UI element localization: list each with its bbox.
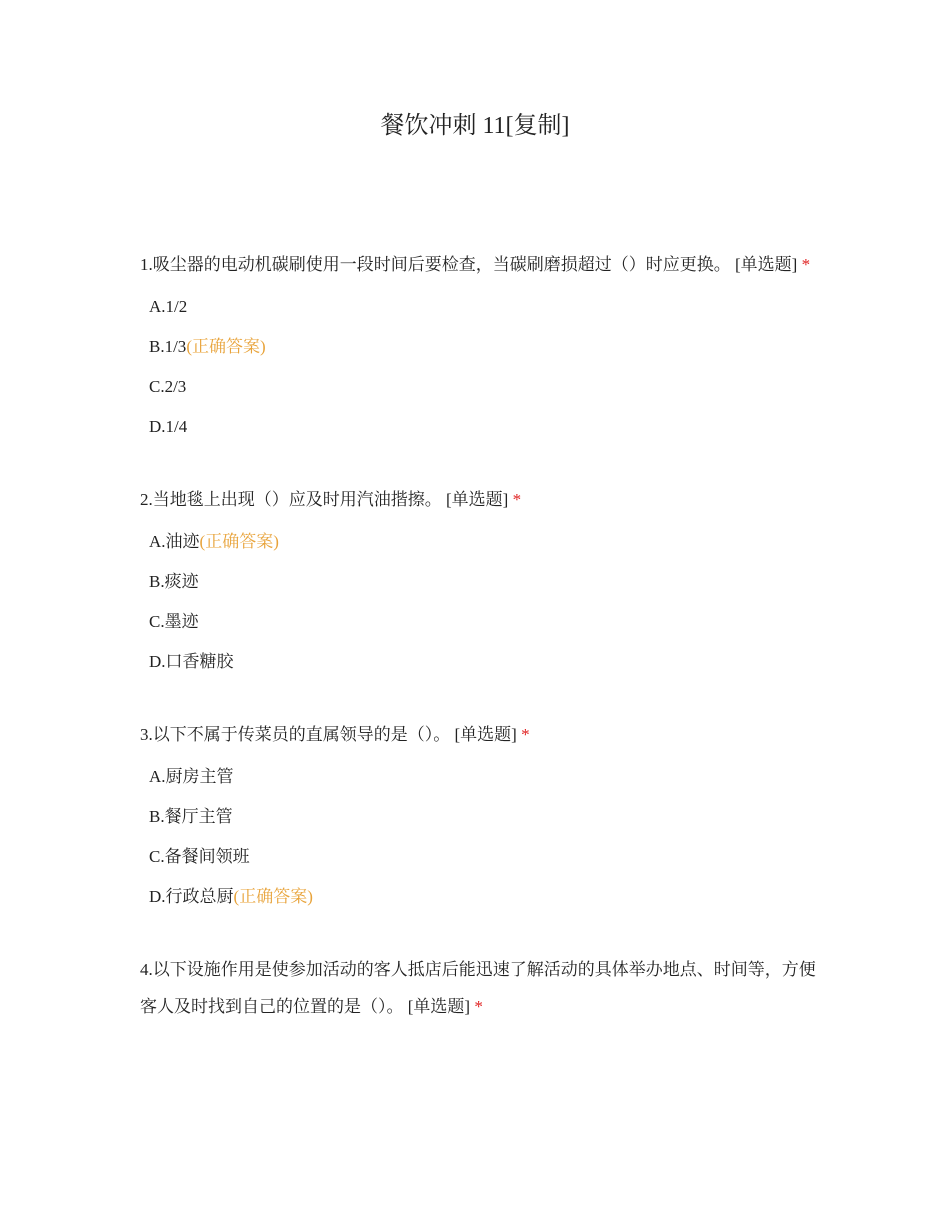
question-list bbox=[140, 246, 820, 1059]
option-b[interactable] bbox=[149, 327, 820, 367]
required-marker: * bbox=[474, 997, 483, 1016]
option-label: B.痰迹 bbox=[149, 572, 199, 591]
option-label: B.餐厅主管 bbox=[149, 807, 233, 826]
question-text: 3.以下不属于传菜员的直属领导的是（）。 bbox=[140, 725, 451, 744]
option-a[interactable] bbox=[149, 287, 820, 327]
question-3 bbox=[140, 716, 820, 917]
required-marker: * bbox=[521, 725, 530, 744]
question-text: 2.当地毯上出现（）应及时用汽油揩擦。 bbox=[140, 490, 442, 509]
option-label: B.1/3 bbox=[149, 337, 187, 356]
option-label: D.口香糖胶 bbox=[149, 652, 234, 671]
option-label: D.行政总厨 bbox=[149, 887, 234, 906]
question-4 bbox=[140, 951, 820, 1025]
question-stem bbox=[140, 481, 820, 518]
option-d[interactable] bbox=[149, 407, 820, 447]
question-text: 4.以下设施作用是使参加活动的客人抵店后能迅速了解活动的具体举办地点、时间等，方便客人及时找到自己的位置的是（）。 bbox=[140, 960, 816, 1016]
option-list bbox=[140, 522, 820, 682]
option-c[interactable] bbox=[149, 837, 820, 877]
option-a[interactable] bbox=[149, 757, 820, 797]
correct-answer-marker: (正确答案) bbox=[233, 887, 313, 906]
option-a[interactable] bbox=[149, 522, 820, 562]
option-label: A.1/2 bbox=[149, 297, 188, 316]
correct-answer-marker: (正确答案) bbox=[199, 532, 279, 551]
question-type-label: [单选题] bbox=[735, 255, 798, 274]
correct-answer-marker: (正确答案) bbox=[186, 337, 266, 356]
option-label: A.厨房主管 bbox=[149, 767, 234, 786]
question-stem bbox=[140, 716, 820, 753]
option-label: C.墨迹 bbox=[149, 612, 199, 631]
option-label: C.2/3 bbox=[149, 377, 187, 396]
question-text: 1.吸尘器的电动机碳刷使用一段时间后要检查，当碳刷磨损超过（）时应更换。 bbox=[140, 255, 731, 274]
question-1 bbox=[140, 246, 820, 447]
question-2 bbox=[140, 481, 820, 682]
option-list bbox=[140, 287, 820, 447]
question-stem bbox=[140, 246, 820, 283]
required-marker: * bbox=[512, 490, 522, 509]
option-c[interactable] bbox=[149, 367, 820, 407]
question-type-label: [单选题] bbox=[454, 725, 517, 744]
option-label: A.油迹 bbox=[149, 532, 200, 551]
required-marker: * bbox=[801, 255, 811, 274]
option-d[interactable] bbox=[149, 877, 820, 917]
question-stem bbox=[140, 951, 820, 1025]
question-type-label: [单选题] bbox=[446, 490, 509, 509]
page-title: 餐饮冲刺 11[复制] bbox=[380, 113, 570, 139]
option-b[interactable] bbox=[149, 562, 820, 602]
option-list bbox=[140, 757, 820, 917]
option-d[interactable] bbox=[149, 642, 820, 682]
option-label: C.备餐间领班 bbox=[149, 847, 250, 866]
question-type-label: [单选题] bbox=[407, 997, 471, 1016]
option-label: D.1/4 bbox=[149, 417, 188, 436]
option-b[interactable] bbox=[149, 797, 820, 837]
option-c[interactable] bbox=[149, 602, 820, 642]
